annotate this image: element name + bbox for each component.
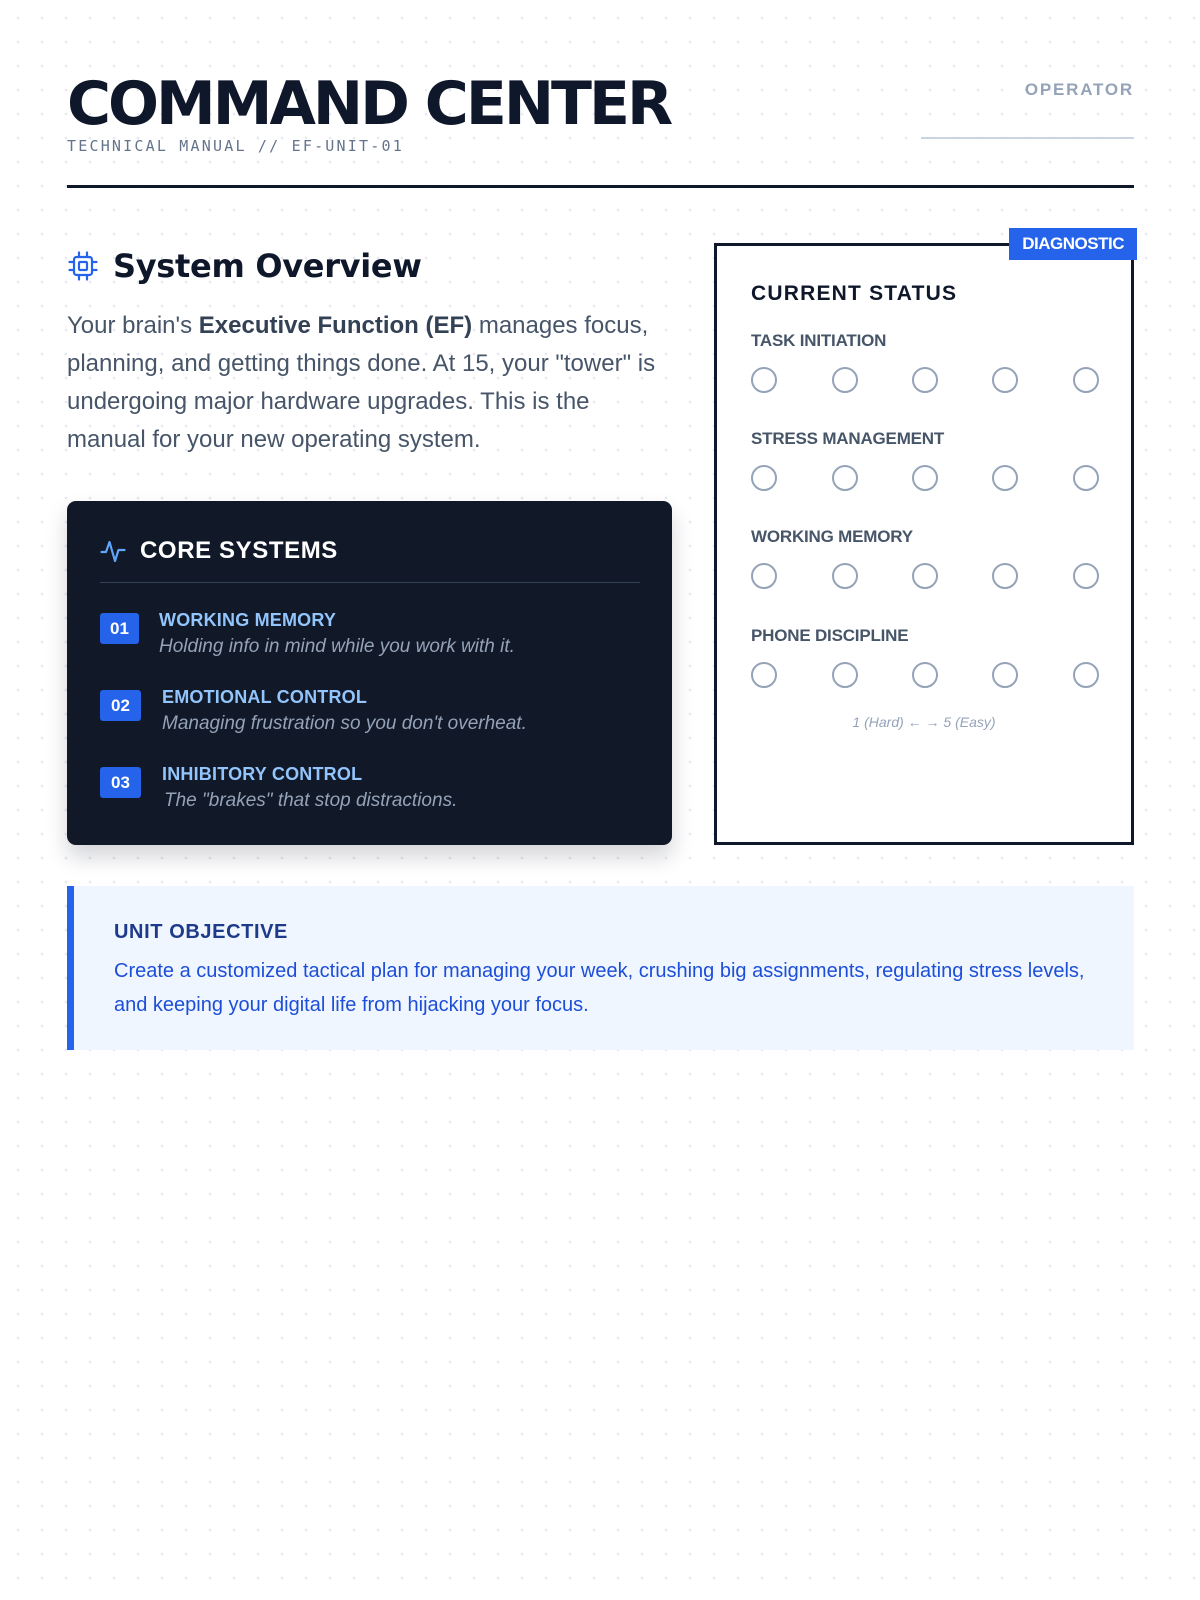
rating-option-1[interactable] bbox=[751, 662, 777, 688]
page-title: COMMAND CENTER bbox=[67, 69, 671, 139]
core-systems-header bbox=[100, 531, 640, 583]
system-number-badge: 03 bbox=[100, 767, 141, 798]
system-name: WORKING MEMORY bbox=[159, 610, 337, 630]
overview-title: System Overview bbox=[113, 247, 422, 285]
rating-option-2[interactable] bbox=[832, 563, 858, 589]
core-system-item bbox=[100, 764, 640, 824]
core-systems-panel bbox=[67, 501, 672, 845]
overview-heading bbox=[67, 246, 422, 286]
page-header bbox=[67, 62, 1134, 188]
rating-scale-legend: 1 (Hard) ← → 5 (Easy) bbox=[852, 714, 996, 730]
metric-label: PHONE DISCIPLINE bbox=[751, 626, 909, 645]
system-number-badge: 02 bbox=[100, 690, 141, 721]
rating-row-phone-discipline bbox=[751, 626, 1101, 706]
core-system-item bbox=[100, 687, 640, 747]
rating-option-3[interactable] bbox=[912, 465, 938, 491]
overview-text-start: Your brain's bbox=[67, 312, 199, 339]
diagnostic-panel bbox=[714, 234, 1134, 845]
rating-option-1[interactable] bbox=[751, 367, 777, 393]
rating-option-2[interactable] bbox=[832, 367, 858, 393]
rating-option-1[interactable] bbox=[751, 465, 777, 491]
core-systems-title: CORE SYSTEMS bbox=[140, 536, 338, 564]
system-description: Holding info in mind while you work with it. bbox=[159, 636, 515, 657]
page-subtitle: TECHNICAL MANUAL // EF-UNIT-01 bbox=[67, 137, 404, 155]
status-title: CURRENT STATUS bbox=[751, 282, 958, 305]
rating-row-working-memory bbox=[751, 527, 1101, 607]
rating-option-5[interactable] bbox=[1073, 563, 1099, 589]
rating-option-2[interactable] bbox=[832, 465, 858, 491]
page bbox=[67, 0, 1134, 1600]
metric-label: WORKING MEMORY bbox=[751, 527, 913, 546]
metric-label: TASK INITIATION bbox=[751, 331, 887, 350]
objective-text: Create a customized tactical plan for managing your week, crushing big assignments, regulating stress levels, and keeping your digital life from hijacking your focus. bbox=[114, 960, 1085, 1016]
chip-icon bbox=[67, 250, 99, 282]
rating-option-4[interactable] bbox=[992, 367, 1018, 393]
pulse-icon bbox=[100, 538, 126, 564]
rating-option-3[interactable] bbox=[912, 662, 938, 688]
rating-option-4[interactable] bbox=[992, 563, 1018, 589]
rating-row-stress-management bbox=[751, 429, 1101, 509]
metric-label: STRESS MANAGEMENT bbox=[751, 429, 945, 448]
rating-option-2[interactable] bbox=[832, 662, 858, 688]
overview-text-emphasis: Executive Function (EF) bbox=[198, 312, 473, 339]
system-description: The "brakes" that stop distractions. bbox=[164, 790, 458, 811]
rating-option-1[interactable] bbox=[751, 563, 777, 589]
rating-option-4[interactable] bbox=[992, 662, 1018, 688]
operator-name-field[interactable] bbox=[921, 137, 1134, 139]
system-name: EMOTIONAL CONTROL bbox=[162, 687, 368, 707]
overview-text bbox=[67, 307, 667, 459]
operator-label: OPERATOR bbox=[1024, 80, 1134, 99]
system-description: Managing frustration so you don't overheat. bbox=[162, 713, 527, 734]
rating-option-5[interactable] bbox=[1073, 465, 1099, 491]
rating-option-5[interactable] bbox=[1073, 367, 1099, 393]
rating-option-3[interactable] bbox=[912, 563, 938, 589]
diagnostic-tag: DIAGNOSTIC bbox=[1009, 228, 1137, 260]
objective-title: UNIT OBJECTIVE bbox=[114, 921, 288, 943]
core-system-item bbox=[100, 610, 640, 670]
system-name: INHIBITORY CONTROL bbox=[162, 764, 363, 784]
rating-option-5[interactable] bbox=[1073, 662, 1099, 688]
rating-row-task-initiation bbox=[751, 331, 1101, 411]
system-number-badge: 01 bbox=[100, 613, 139, 644]
overview-text-end: manages focus, planning, and getting things done. At 15, your "tower" is undergoing major hardware upgrades. This is the manual for your new operating system. bbox=[67, 312, 656, 453]
unit-objective-callout bbox=[67, 886, 1134, 1050]
rating-option-3[interactable] bbox=[912, 367, 938, 393]
rating-option-4[interactable] bbox=[992, 465, 1018, 491]
